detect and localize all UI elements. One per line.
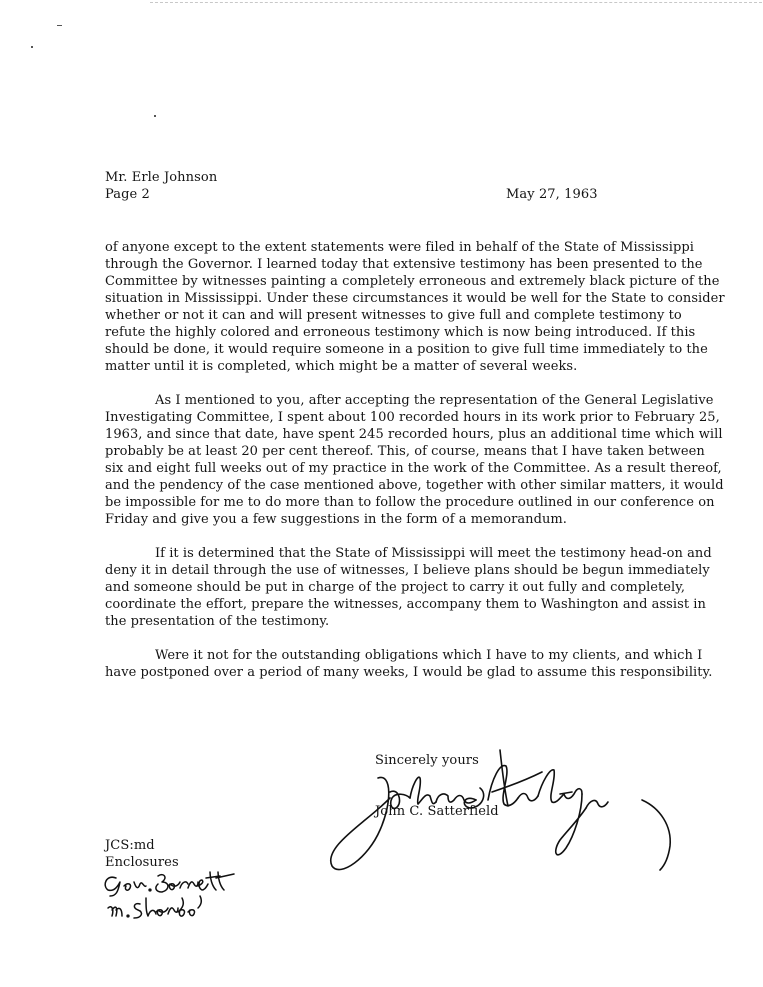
- typist-initials: JCS:md: [105, 838, 155, 853]
- letter-date: May 27, 1963: [506, 187, 598, 202]
- body-paragraph: If it is determined that the State of Mississippi will meet the testimony head-on and deny it in detail through the use of witnesses, I believe plans should be begun immediately and someone should be put in charge of the project to carry it out fully and completely, coordinate the effort, prepare the witnesses, accompany them to Washington and assist in the presentation of the testimony.: [105, 546, 712, 629]
- handwritten-notes: [98, 868, 258, 924]
- closing-salutation: Sincerely yours: [375, 753, 479, 768]
- enclosures-label: Enclosures: [105, 855, 179, 870]
- recipient-name: Mr. Erle Johnson: [105, 170, 218, 185]
- scan-speck: [57, 25, 62, 26]
- body-paragraph: As I mentioned to you, after accepting the representation of the General Legislative Investigating Committee, I spent about 100 recorded hours in its work prior to February 25, 1963, and since that date, have spent 245 recorded hours, plus an additional time which will probably be at least 20 per cent thereof. This, of course, means that I have taken between six and eight full weeks out of my practice in the work of the Committee. As a result thereof, and the pendency of the case mentioned above, together with other similar matters, it would be impossible for me to do more than to follow the procedure outlined in our conference on Friday and give you a few suggestions in the form of a memorandum.: [105, 393, 724, 527]
- letter-body: [105, 239, 725, 681]
- handwritten-signature: [320, 748, 690, 883]
- signer-name: John C. Satterfield: [375, 804, 499, 819]
- scan-speck: [31, 46, 33, 48]
- page-number: Page 2: [105, 187, 150, 202]
- body-paragraph: of anyone except to the extent statements were filed in behalf of the State of Mississippi through the Governor. I learned today that extensive testimony has been presented to the Committee by witnesses painting a completely erroneous and extremely black picture of the situation in Mississippi. Under these circumstances it would be well for the State to consider whether or not it can and will present witnesses to give full and complete testimony to refute the highly colored and erroneous testimony which is now being introduced. If this should be done, it would require someone in a position to give full time immediately to the matter until it is completed, which might be a matter of several weeks.: [105, 240, 725, 374]
- page-top-edge: [150, 2, 762, 3]
- body-paragraph: Were it not for the outstanding obligations which I have to my clients, and which I have postponed over a period of many weeks, I would be glad to assume this responsibility.: [105, 648, 713, 680]
- scan-speck: [154, 115, 156, 117]
